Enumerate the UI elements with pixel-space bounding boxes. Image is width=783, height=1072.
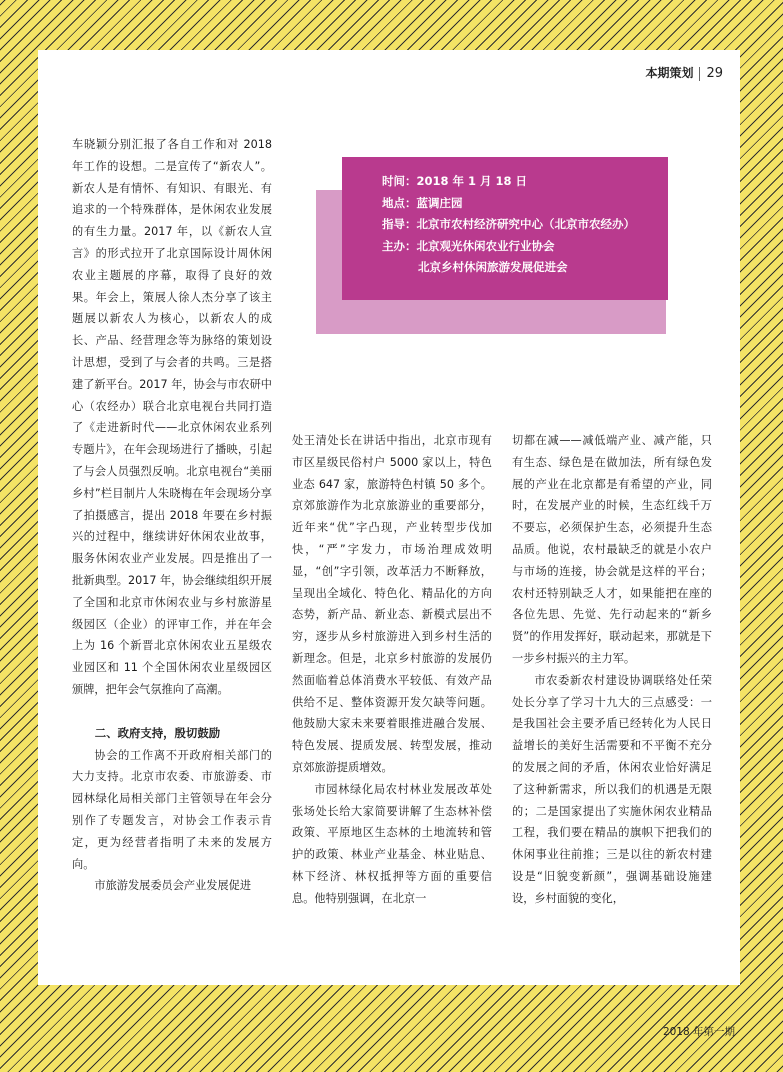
event-info-box: [342, 157, 668, 300]
event-place: 地点：蓝调庄园: [382, 195, 463, 210]
section-title: 本期策划: [645, 66, 694, 80]
section-heading: 二、政府支持，殷切鼓励: [94, 725, 221, 740]
issue-footer: 2018 年第一期: [662, 1026, 735, 1038]
paragraph: 处王清处长在讲话中指出，北京市现有市区星级民俗村户 5000 家以上，特色业态 647 家，旅游特色村镇 50 多个。京郊旅游作为北京旅游业的重要部分，近年来“优”字凸现，产业转型步伐加快，“严”字发力，市场治理成效明显，“创”字引领，改革活力不断释放，呈现出全域化、特色化、精品化的方向态势，新产品、新业态、新模式层出不穷，逐步从乡村旅游进入到乡村生活的新理念。但是，北京乡村旅游的发展仍然面临着总体消费水平较低、有效产品供给不足、整体资源开发欠缺等问题。他鼓励大家未来要着眼推进融合发展、特色发展、提质发展、转型发展，推动京郊旅游提质增效。: [292, 434, 492, 774]
text-column-2: [292, 430, 492, 910]
page-number: 29: [706, 66, 723, 81]
header-divider: [699, 67, 700, 81]
paragraph: 市园林绿化局农村林业发展改革处张场处长给大家简要讲解了生态林补偿政策、平原地区生态林的土地流转和管护的政策、林业产业基金、林业贴息、林下经济、林权抵押等方面的重要信息。他特别强调，在北京一: [292, 782, 492, 905]
paragraph: 切都在减——减低端产业、减产能，只有生态、绿色是在做加法，所有绿色发展的产业在北京都是有希望的产业，同时，在发展产业的时候，生态红线千万不要忘，必须保护生态，必须提升生态品质。他说，农村最缺乏的就是小农户与市场的连接，协会就是这样的平台；农村还特别缺乏人才，如果能把在座的各位先思、先觉、先行动起来的“新乡贤”的作用发挥好，联动起来，那就是下一步乡村振兴的主力军。: [512, 434, 712, 665]
paragraph: 协会的工作离不开政府相关部门的大力支持。北京市农委、市旅游委、市园林绿化局相关部门主管领导在年会分别作了专题发言，对协会工作表示肯定，更为经营者指明了未来的发展方向。: [72, 748, 272, 871]
paragraph: 车晓颖分别汇报了各自工作和对 2018 年工作的设想。二是宣传了“新农人”。新农人是有情怀、有知识、有眼光、有追求的一个特殊群体，是休闲农业发展的有生力量。2017 年，以《新农人宣言》的形式拉开了北京国际设计周休闲农业主题展的序幕，取得了良好的效果。年会上，策展人徐人杰分享了该主题展以新农人为核心，以新农人的成长、产品、经营理念等为脉络的策划设计思想，受到了与会者的共鸣。三是搭建了新平台。2017 年，协会与市农研中心（农经办）联合北京电视台共同打造了《走进新时代——北京休闲农业系列专题片》，在年会现场进行了播映，引起了与会人员强烈反响。北京电视台“美丽乡村”栏目制片人朱晓梅在年会现场分享了拍摄感言，提出 2018 年要在乡村振兴的过程中，继续讲好休闲农业故事，服务休闲农业产业发展。四是推出了一批新典型。2017 年，协会继续组织开展了全国和北京市休闲农业与乡村旅游星级园区（企业）的评审工作，并在年会上为 16 个新晋北京休闲农业五星级农业园区和 11 个全国休闲农业星级园区颁牌，把年会气氛推向了高潮。: [72, 138, 272, 696]
event-time: 时间：2018 年 1 月 18 日: [382, 174, 528, 188]
text-column-3: [512, 430, 712, 910]
page-header: [645, 64, 723, 81]
paragraph: 市农委新农村建设协调联络处任荣处长分享了学习十九大的三点感受：一是我国社会主要矛盾已经转化为人民日益增长的美好生活需要和不平衡不充分的发展之间的矛盾，休闲农业恰好满足了这种新需求，所以我们的机遇是无限的；二是国家提出了实施休闲农业精品工程，我们要在精品的旗帜下把我们的休闲事业往前推；三是以往的新农村建设是“旧貌变新颜”，强调基础设施建设，乡村面貌的变化，: [512, 673, 712, 905]
event-guide: 指导：北京市农村经济研究中心（北京市农经办）: [382, 217, 635, 231]
text-column-1: [72, 134, 272, 897]
event-host-2: 北京乡村休闲旅游发展促进会: [418, 260, 568, 274]
paragraph: 市旅游发展委员会产业发展促进: [94, 879, 252, 893]
event-host: 主办：北京观光休闲农业行业协会: [382, 238, 555, 253]
